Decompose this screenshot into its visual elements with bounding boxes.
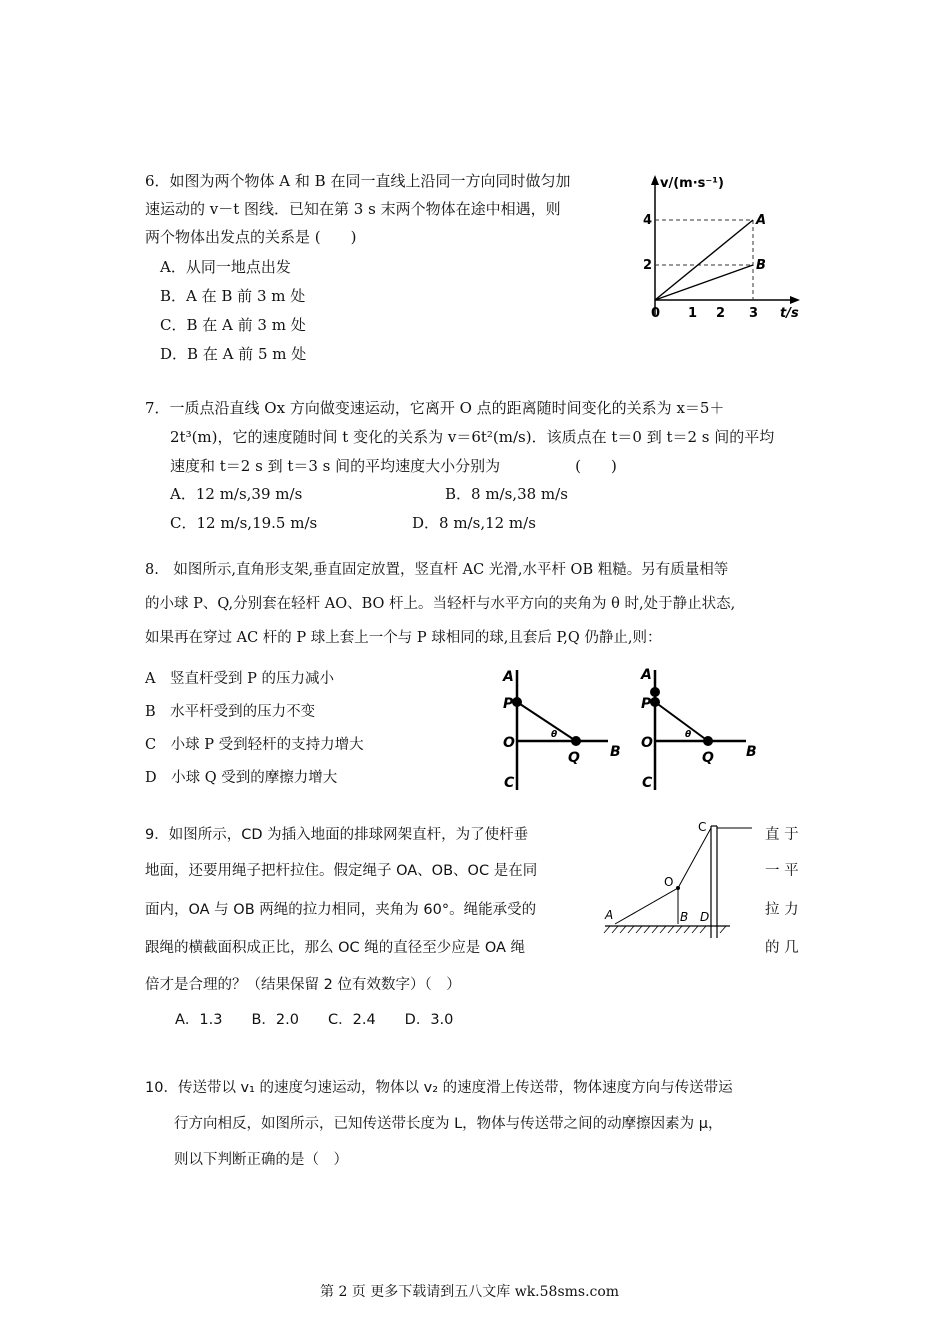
question-10-stem: [145, 1076, 815, 1176]
ball-extra: [650, 687, 660, 697]
q6-option-d: D．B 在 A 前 5 m 处: [160, 345, 307, 363]
label-a: A: [641, 667, 652, 683]
q8-line: 8. 如图所示,直角形支架,垂直固定放置，竖直杆 AC 光滑,水平杆 OB 粗糙。另有质量相等: [145, 562, 729, 578]
q9-right-text: 一 平: [765, 863, 799, 879]
question-6-stem: [145, 170, 635, 250]
question-8-stem: [145, 558, 815, 658]
q10-line: 行方向相反，如图所示，已知传送带长度为 L，物体与传送带之间的动摩擦因素为 μ，: [145, 1116, 723, 1132]
q9-right-text: 的 几: [765, 940, 799, 956]
line-b-label: B: [756, 258, 766, 273]
q7-line: 7．一质点沿直线 Ox 方向做变速运动，它离开 O 点的距离随时间变化的关系为 x＝5＋: [145, 399, 725, 417]
q8-figure-right: [638, 665, 768, 795]
q7-line: 速度和 t＝2 s 到 t＝3 s 间的平均速度大小分别为 ( ): [170, 457, 617, 475]
label-c: C: [642, 775, 653, 791]
q9-line: 跟绳的横截面积成正比，那么 OC 绳的直径至少应是 OA 绳: [145, 940, 526, 956]
q6-line: 两个物体出发点的关系是 ( ): [145, 228, 357, 246]
light-rod-pq: [655, 702, 708, 741]
label-c: C: [698, 820, 707, 834]
label-b: B: [680, 910, 689, 924]
rope-oa: [615, 888, 678, 924]
label-theta: θ: [551, 730, 558, 740]
label-o: O: [641, 735, 653, 751]
light-rod-pq: [517, 702, 576, 741]
q9-right-column: [765, 823, 810, 956]
label-a: A: [605, 908, 614, 922]
ground-hatch: [604, 926, 726, 933]
knot-o: [676, 886, 680, 890]
y-arrow: [651, 175, 659, 185]
q7-option-d: D．8 m/s,12 m/s: [412, 514, 536, 532]
q9-line: 面内，OA 与 OB 两绳的拉力相同，夹角为 60°。绳能承受的: [145, 902, 537, 918]
q8-line: 的小球 P、Q,分别套在轻杆 AO、BO 杆上。当轻杆与水平方向的夹角为 θ 时,处于静止状态,: [145, 596, 736, 612]
ball-p: [650, 697, 660, 707]
q9-right-text: 直 于: [765, 827, 799, 843]
y-tick-4: 4: [643, 213, 653, 228]
page-footer: 第 2 页 更多下载请到五八文库 wk.58sms.com: [320, 1284, 620, 1300]
y-tick-2: 2: [643, 258, 653, 273]
rope-oc: [678, 828, 711, 888]
label-o: O: [664, 875, 674, 889]
ball-p: [512, 697, 522, 707]
q7-option-b: B．8 m/s,38 m/s: [445, 485, 568, 503]
q6-option-c: C．B 在 A 前 3 m 处: [160, 316, 306, 334]
label-p: P: [641, 696, 652, 712]
q7-line: 2t³(m)，它的速度随时间 t 变化的关系为 v＝6t²(m/s)．该质点在 t＝0 到 t＝2 s 间的平均: [170, 428, 775, 446]
label-c: C: [504, 775, 515, 791]
label-o: O: [503, 735, 515, 751]
q8-line: 如果再在穿过 AC 杆的 P 球上套上一个与 P 球相同的球,且套后 P,Q 仍静止,则：: [145, 630, 662, 646]
q10-line: 则以下判断正确的是（ ）: [145, 1152, 348, 1168]
x-tick-0: 0: [651, 306, 661, 321]
line-a-label: A: [756, 213, 767, 228]
q9-line: 9．如图所示，CD 为插入地面的排球网架直杆，为了使杆垂: [145, 827, 529, 843]
label-d: D: [700, 910, 710, 924]
q6-vt-graph: [640, 165, 810, 325]
q8-option-a: A 竖直杆受到 P 的压力减小: [145, 671, 334, 687]
question-9-stem: [145, 823, 605, 993]
q8-figure-left: [500, 665, 630, 795]
line-a: [655, 220, 753, 300]
x-tick-3: 3: [749, 306, 759, 321]
ball-q: [571, 736, 581, 746]
question-8-options: [145, 667, 465, 792]
y-axis-label: v/(m·s⁻¹): [660, 176, 724, 191]
q8-option-b: B 水平杆受到的压力不变: [145, 704, 316, 720]
q9-line: 地面，还要用绳子把杆拉住。假定绳子 OA、OB、OC 是在同: [145, 863, 538, 879]
q6-line: 6．如图为两个物体 A 和 B 在同一直线上沿同一方向同时做匀加: [145, 172, 571, 190]
ball-q: [703, 736, 713, 746]
q6-option-b: B．A 在 B 前 3 m 处: [160, 287, 306, 305]
label-p: P: [503, 696, 514, 712]
q6-line: 速运动的 v－t 图线．已知在第 3 s 末两个物体在途中相遇，则: [145, 200, 561, 218]
q7-option-c: C．12 m/s,19.5 m/s: [170, 514, 318, 532]
q8-option-d: D 小球 Q 受到的摩擦力增大: [145, 770, 338, 786]
x-tick-2: 2: [716, 306, 726, 321]
x-arrow: [790, 296, 800, 304]
q9-line: 倍才是合理的？（结果保留 2 位有效数字）（ ）: [145, 977, 461, 993]
question-7-stem: [145, 397, 815, 477]
q7-option-a: A．12 m/s,39 m/s: [170, 485, 303, 503]
label-q: Q: [702, 750, 714, 766]
q9-options: A．1.3 B．2.0 C．2.4 D．3.0: [175, 1012, 454, 1028]
x-axis-label: t/s: [780, 306, 799, 321]
x-tick-1: 1: [688, 306, 698, 321]
question-6-options: [160, 256, 460, 366]
line-b: [655, 265, 753, 300]
label-q: Q: [568, 750, 580, 766]
label-a: A: [503, 669, 514, 685]
q8-option-c: C 小球 P 受到轻杆的支持力增大: [145, 737, 364, 753]
q9-figure: [600, 818, 760, 943]
label-theta: θ: [685, 730, 692, 740]
q10-line: 10．传送带以 v₁ 的速度匀速运动，物体以 v₂ 的速度滑上传送带，物体速度方向与传送带运: [145, 1080, 733, 1096]
q9-right-text: 拉 力: [765, 902, 799, 918]
q6-option-a: A．从同一地点出发: [160, 258, 291, 276]
label-b: B: [610, 744, 621, 760]
label-b: B: [746, 744, 757, 760]
